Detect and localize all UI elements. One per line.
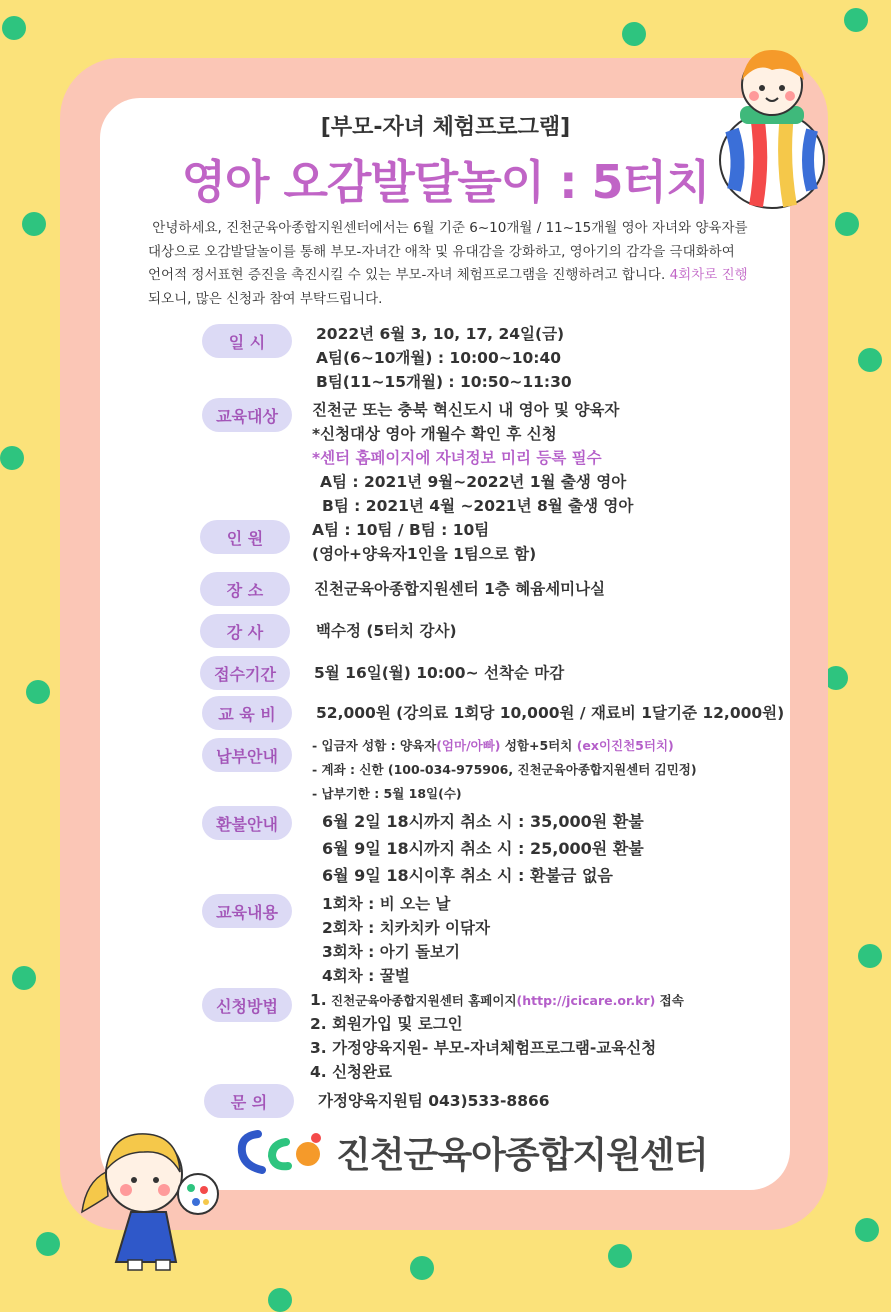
label-target: 교육대상 xyxy=(202,398,292,432)
logo-mark-icon xyxy=(236,1126,328,1178)
instructor-line: 백수정 (5터치 강사) xyxy=(316,622,457,640)
label-payment: 납부안내 xyxy=(202,738,292,772)
schedule-line: A팀(6~10개월) : 10:00~10:40 xyxy=(316,349,562,367)
decor-dot xyxy=(12,966,36,990)
label-refund: 환불안내 xyxy=(202,806,292,840)
payment-parent: (엄마/아빠) xyxy=(436,738,501,753)
intro-paragraph xyxy=(148,217,748,311)
schedule-line: 2022년 6월 3, 10, 17, 24일(금) xyxy=(316,325,565,343)
decor-dot xyxy=(835,212,859,236)
payment-name-rule: 성함+5터치 xyxy=(500,738,577,753)
decor-dot xyxy=(858,348,882,372)
label-apply: 신청방법 xyxy=(202,988,292,1022)
content-line: 4회차 : 꿀벌 xyxy=(322,967,410,985)
program-subtitle: [부모-자녀 체험프로그램] xyxy=(320,115,571,140)
period-value xyxy=(314,661,564,685)
homepage-link[interactable]: (http://jcicare.or.kr) xyxy=(516,993,656,1008)
label-capacity: 인 원 xyxy=(200,520,290,554)
place-line: 진천군육아종합지원센터 1층 혜윰세미나실 xyxy=(314,580,606,598)
schedule-value xyxy=(316,322,572,394)
decor-dot xyxy=(622,22,646,46)
decor-dot xyxy=(844,8,868,32)
decor-dot xyxy=(2,16,26,40)
apply-step: 4. 신청완료 xyxy=(310,1063,392,1081)
target-line: *신청대상 영아 개월수 확인 후 신청 xyxy=(312,425,557,443)
decor-dot xyxy=(26,680,50,704)
refund-line: 6월 2일 18시까지 취소 시 : 35,000원 환불 xyxy=(322,812,644,831)
schedule-line: B팀(11~15개월) : 10:50~11:30 xyxy=(316,373,572,391)
program-title: 영아 오감발달놀이 : 5터치 xyxy=(181,155,710,209)
label-fee: 교 육 비 xyxy=(202,696,292,730)
decor-dot xyxy=(0,446,24,470)
contact-line: 가정양육지원팀 043)533-8866 xyxy=(318,1092,550,1110)
target-line: A팀 : 2021년 9월~2022년 1월 출생 영아 xyxy=(320,473,627,491)
payment-example: (ex이진천5터치) xyxy=(576,738,674,753)
capacity-value xyxy=(312,518,536,566)
decor-dot xyxy=(855,1218,879,1242)
payment-value xyxy=(312,734,697,806)
label-contact: 문 의 xyxy=(204,1084,294,1118)
content-line: 2회차 : 치카치카 이닦자 xyxy=(322,919,490,937)
label-schedule: 일 시 xyxy=(202,324,292,358)
label-period: 접수기간 xyxy=(200,656,290,690)
refund-value xyxy=(322,808,644,889)
intro-text-end: 되오니, 많은 신청과 참여 부탁드립니다. xyxy=(148,290,383,307)
instructor-value xyxy=(316,619,457,643)
refund-line: 6월 9일 18시이후 취소 시 : 환불금 없음 xyxy=(322,866,613,885)
target-value xyxy=(312,398,633,518)
content-value xyxy=(322,892,490,988)
decor-dot xyxy=(608,1244,632,1268)
decor-dot xyxy=(268,1288,292,1312)
capacity-line: A팀 : 10팀 / B팀 : 10팀 xyxy=(312,521,490,539)
apply-step: 2. 회원가입 및 로그인 xyxy=(310,1015,463,1033)
decor-dot xyxy=(410,1256,434,1280)
girl-with-ball-illustration xyxy=(76,1112,226,1276)
apply-step-number: 1. xyxy=(310,991,327,1009)
content-line: 3회차 : 아기 돌보기 xyxy=(322,943,460,961)
label-instructor: 강 사 xyxy=(200,614,290,648)
center-name: 진천군육아종합지원센터 xyxy=(336,1134,708,1176)
fee-line: 52,000원 (강의료 1회당 10,000원 / 재료비 1달기준 12,000원) xyxy=(316,704,785,722)
capacity-line: (영아+양육자1인을 1팀으로 함) xyxy=(312,545,537,563)
apply-value xyxy=(310,988,684,1084)
payment-depositor: - 입금자 성함 : 양육자 xyxy=(312,738,437,753)
contact-value xyxy=(318,1089,550,1113)
fee-value xyxy=(316,701,784,725)
apply-step-1-end: 접속 xyxy=(655,993,684,1008)
payment-deadline: - 납부기한 : 5월 18일(수) xyxy=(312,786,462,801)
content-line: 1회차 : 비 오는 날 xyxy=(322,895,451,913)
place-value xyxy=(314,577,605,601)
target-line: 진천군 또는 충북 혁신도시 내 영아 및 양육자 xyxy=(312,401,620,419)
decor-dot xyxy=(858,944,882,968)
apply-step: 3. 가정양육지원- 부모-자녀체험프로그램-교육신청 xyxy=(310,1039,657,1057)
decor-dot xyxy=(22,212,46,236)
period-line: 5월 16일(월) 10:00~ 선착순 마감 xyxy=(314,664,565,682)
refund-line: 6월 9일 18시까지 취소 시 : 25,000원 환불 xyxy=(322,839,644,858)
label-place: 장 소 xyxy=(200,572,290,606)
label-content: 교육내용 xyxy=(202,894,292,928)
intro-text: 안녕하세요, 진천군육아종합지원센터에서는 6월 기준 6~10개월 / 11~15개월 영아 자녀와 양육자를 대상으로 오감발달놀이를 통해 부모-자녀간 애착 및 유대감을 강화하고, 영아기의 감각을 극대화하여 언어적 정서표현 증진을 촉진시킬 수 있는 부모-자녀 체험프로그램을 진행하려고 합니다. xyxy=(148,220,748,283)
center-logo xyxy=(236,1126,708,1178)
apply-step-1: 진천군육아종합지원센터 홈페이지 xyxy=(326,993,517,1008)
target-line: B팀 : 2021년 4월 ~2021년 8월 출생 영아 xyxy=(322,497,634,515)
payment-account: - 계좌 : 신한 (100-034-975906, 진천군육아종합지원센터 김민정) xyxy=(312,762,697,777)
target-line-required: *센터 홈페이지에 자녀정보 미리 등록 필수 xyxy=(312,449,602,467)
intro-highlight: 4회차로 진행 xyxy=(669,267,748,283)
decor-dot xyxy=(36,1232,60,1256)
